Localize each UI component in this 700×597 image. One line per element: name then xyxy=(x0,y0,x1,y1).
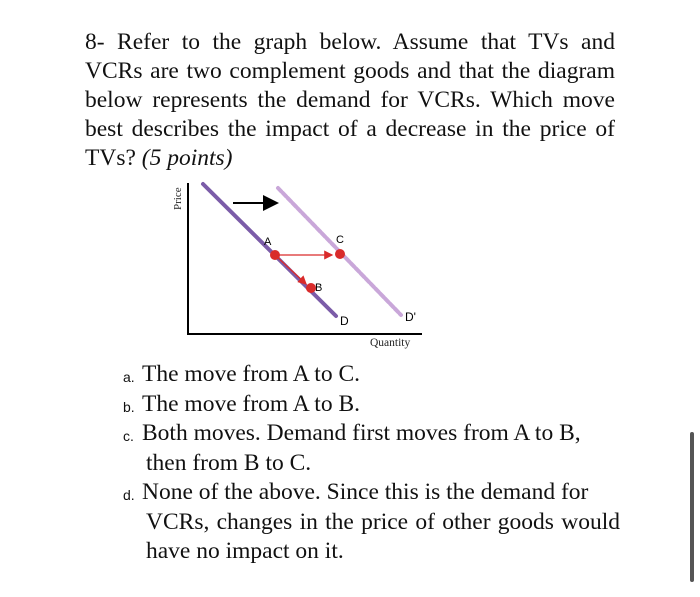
choice-c-letter: c. xyxy=(123,428,134,444)
choice-c-text-cont: then from B to C. xyxy=(146,449,312,476)
choice-d xyxy=(120,478,620,567)
choice-d-text-cont: VCRs, changes in the price of other goods would have no impact on it. xyxy=(146,508,620,564)
choice-c-text: Both moves. Demand first moves from A to B, xyxy=(142,420,581,446)
choice-a xyxy=(120,360,620,390)
question-body: 8- Refer to the graph below. Assume that TVs and VCRs are two complement goods and that the diagram below represents the demand for VCRs. Which move best describes the impact of a decrease in the price of TVs? xyxy=(85,29,615,171)
y-axis-label: Price xyxy=(172,187,184,210)
answer-choices xyxy=(120,360,620,567)
point-c xyxy=(335,249,345,259)
choice-a-letter: a. xyxy=(123,369,135,385)
point-c-label: C xyxy=(336,234,344,246)
question-text xyxy=(85,28,615,173)
choice-c xyxy=(120,419,620,478)
question-points: (5 points) xyxy=(141,145,233,171)
point-b-label: B xyxy=(315,282,323,294)
choice-b-letter: b. xyxy=(123,398,135,415)
choice-a-text: The move from A to C. xyxy=(142,361,361,387)
point-a-label: A xyxy=(264,236,272,248)
choice-d-text: None of the above. Since this is the demand for xyxy=(142,479,589,505)
choice-b-text: The move from A to B. xyxy=(142,390,361,417)
x-axis-label: Quantity xyxy=(370,337,411,349)
curve-d-prime-label: D' xyxy=(405,310,416,324)
choice-b xyxy=(120,390,620,420)
move-arrow-a-to-b xyxy=(275,255,306,284)
point-a xyxy=(270,250,280,260)
scrollbar[interactable] xyxy=(690,432,694,582)
demand-graph xyxy=(160,178,440,353)
choice-d-letter: d. xyxy=(123,487,135,503)
curve-d-label: D xyxy=(340,314,349,328)
